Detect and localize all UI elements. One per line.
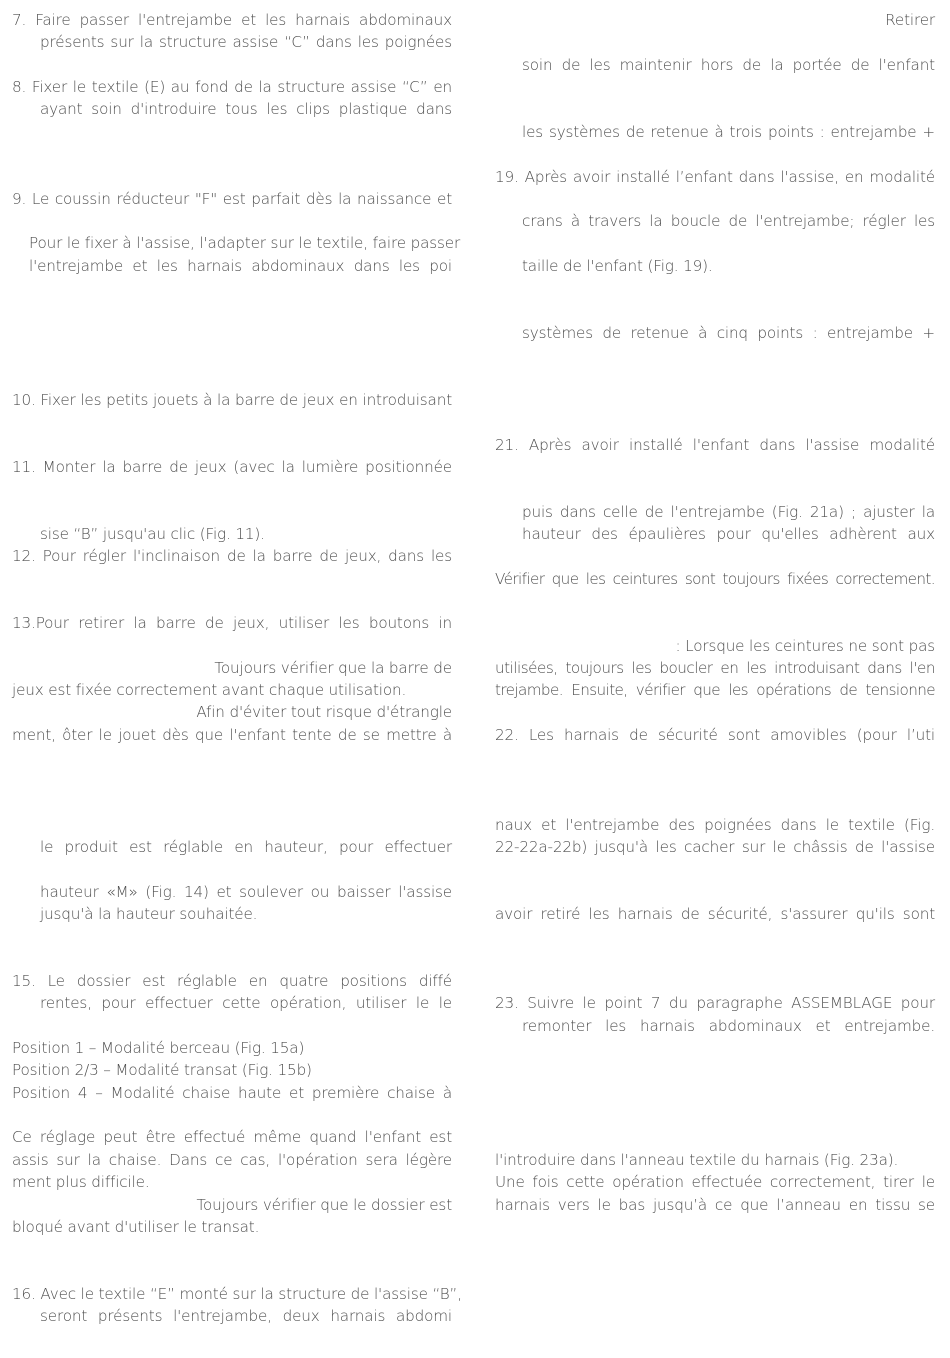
text-line: 8. Fixer le textile (E) au fond de la structure assise “C” en [12, 78, 452, 96]
text-line: assis sur la chaise. Dans ce cas, l'opération sera légère [12, 1151, 452, 1169]
text-line: Ce réglage peut être effectué même quand l'enfant est [12, 1128, 452, 1146]
text-line: 22. Les harnais de sécurité sont amovibles (pour l’uti [495, 726, 935, 744]
text-line: avoir retiré les harnais de sécurité, s'assurer qu'ils sont [495, 905, 935, 923]
text-line: 13.Pour retirer la barre de jeux, utiliser les boutons in [12, 614, 452, 632]
text-line: hauteur des épaulières pour qu'elles adhèrent aux [522, 525, 935, 543]
text-line: puis dans celle de l'entrejambe (Fig. 21a) ; ajuster la [522, 503, 935, 521]
text-line: trejambe. Ensuite, vérifier que les opérations de tensionne [495, 681, 935, 699]
text-line: soin de les maintenir hors de la portée de l'enfant [522, 56, 935, 74]
text-line: Position 1 – Modalité berceau (Fig. 15a) [12, 1039, 305, 1057]
text-line: 19. Après avoir installé l’enfant dans l'assise, en modalité [495, 168, 935, 186]
text-line: seront présents l'entrejambe, deux harnais abdomi [40, 1307, 452, 1325]
text-line: taille de l'enfant (Fig. 19). [522, 257, 713, 275]
text-line: ayant soin d'introduire tous les clips plastique dans [40, 100, 452, 118]
text-line: 9. Le coussin réducteur "F" est parfait dès la naissance et [12, 190, 452, 208]
text-line: Toujours vérifier que le dossier est [196, 1196, 452, 1214]
text-line: naux et l'entrejambe des poignées dans le textile (Fig. [495, 816, 935, 834]
text-line: le produit est réglable en hauteur, pour effectuer [40, 838, 452, 856]
text-line: l'entrejambe et les harnais abdominaux dans les poi [29, 257, 452, 275]
text-line: 11. Monter la barre de jeux (avec la lumière positionnée [12, 458, 452, 476]
text-line: Position 2/3 – Modalité transat (Fig. 15b) [12, 1061, 312, 1079]
text-line: jusqu'à la hauteur souhaitée. [40, 905, 258, 923]
text-line: jeux est fixée correctement avant chaque utilisation. [12, 681, 407, 699]
text-line: Position 4 – Modalité chaise haute et première chaise à [12, 1084, 452, 1102]
text-line: l'introduire dans l'anneau textile du harnais (Fig. 23a). [495, 1151, 899, 1169]
text-line: Une fois cette opération effectuée correctement, tirer le [495, 1173, 935, 1191]
text-line: utilisées, toujours les boucler en les introduisant dans l'en [495, 659, 935, 677]
text-line: 22-22a-22b) jusqu'à les cacher sur le châssis de l'assise [495, 838, 935, 856]
text-line: rentes, pour effectuer cette opération, utiliser le le [40, 994, 452, 1012]
text-line: remonter les harnais abdominaux et entrejambe. [522, 1017, 935, 1035]
text-line: Afin d'éviter tout risque d'étrangle [196, 703, 452, 721]
text-line: 7. Faire passer l'entrejambe et les harnais abdominaux [12, 11, 452, 29]
text-line: hauteur «M» (Fig. 14) et soulever ou baisser l'assise [40, 883, 452, 901]
text-line: systèmes de retenue à cinq points : entrejambe + [522, 324, 935, 342]
text-line: Vérifier que les ceintures sont toujours fixées correctement. [495, 570, 935, 588]
text-line: 16. Avec le textile “E” monté sur la structure de l'assise “B”, [12, 1285, 462, 1303]
text-line: Toujours vérifier que la barre de [214, 659, 452, 677]
text-line: crans à travers la boucle de l'entrejambe; régler les [522, 212, 935, 230]
text-line: Pour le fixer à l'assise, l'adapter sur le textile, faire passer [29, 234, 461, 252]
text-line: 23. Suivre le point 7 du paragraphe ASSEMBLAGE pour [495, 994, 935, 1012]
text-line: sise “B” jusqu'au clic (Fig. 11). [40, 525, 265, 543]
text-line: ment plus difficile. [12, 1173, 150, 1191]
text-line: présents sur la structure assise “C” dans les poignées [40, 33, 452, 51]
text-line: 12. Pour régler l'inclinaison de la barre de jeux, dans les [12, 547, 452, 565]
text-line: 21. Après avoir installé l'enfant dans l'assise modalité [495, 436, 935, 454]
text-line: Retirer [885, 11, 935, 29]
text-line: les systèmes de retenue à trois points : entrejambe + [522, 123, 935, 141]
text-line: 15. Le dossier est réglable en quatre positions diffé [12, 972, 452, 990]
text-line: : Lorsque les ceintures ne sont pas [675, 637, 935, 655]
text-line: ment, ôter le jouet dès que l'enfant tente de se mettre à [12, 726, 452, 744]
text-line: bloqué avant d'utiliser le transat. [12, 1218, 260, 1236]
text-line: harnais vers le bas jusqu’à ce que l’anneau en tissu se [495, 1196, 935, 1214]
text-line: 10. Fixer les petits jouets à la barre de jeux en introduisant [12, 391, 452, 409]
